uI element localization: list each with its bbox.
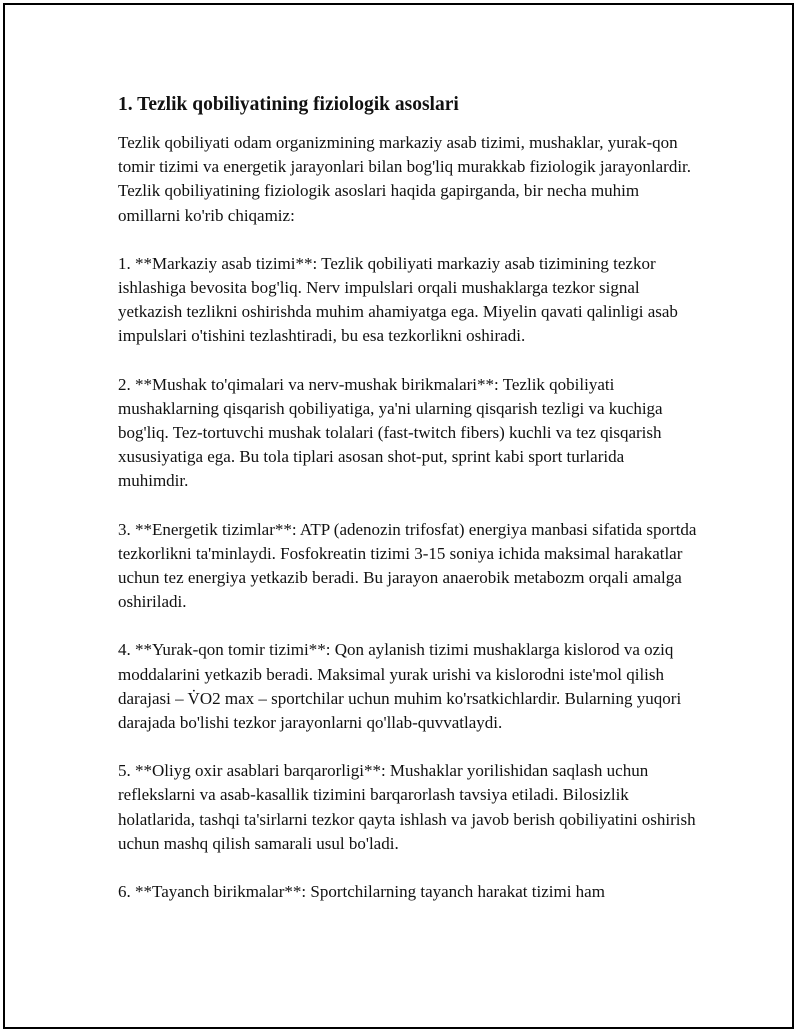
intro-paragraph: Tezlik qobiliyati odam organizmining markaziy asab tizimi, mushaklar, yurak-qon tomir tizimi va energetik jarayonlari bilan bog'liq murakkab fiziologik jarayonlardir. Tezlik qobiliyatining fiziologik asoslari haqida gapirganda, bir necha muhim omillarni ko'rib chiqamiz: — [118, 133, 692, 225]
paragraph-support-joints: 6. **Tayanch birikmalar**: Sportchilarning tayanch harakat tizimi ham — [118, 882, 605, 902]
section-heading: 1. Tezlik qobiliyatining fiziologik asoslari — [118, 94, 459, 115]
paragraph-central-nervous-system: 1. **Markaziy asab tizimi**: Tezlik qobiliyati markaziy asab tizimining tezkor ishlashiga bevosita bog'liq. Nerv impulslari orqali mushaklarga tezkor signal yetkazish tezlikni oshirishda muhim ahamiyatga ega. Miyelin qavati qalinligi asab impulslari o'tishini tezlashtiradi, bu esa tezkorlikni oshiradi. — [118, 253, 678, 346]
paragraph-cardiovascular-system: 4. **Yurak-qon tomir tizimi**: Qon aylanish tizimi mushaklarga kislorod va oziq moddalarini yetkazib beradi. Maksimal yurak urishi va kislorodni iste'mol qilish darajasi – V̇O2 max – sportchilar uchun muhim ko'rsatkichlardir. Bularning yuqori darajada bo'lishi tezkor jarayonlarni qo'llab-quvvatlaydi. — [118, 640, 682, 733]
document-body — [118, 92, 698, 928]
paragraph-nerve-stability: 5. **Oliyg oxir asablari barqarorligi**: Mushaklar yorilishidan saqlash uchun reflekslarni va asab-kasallik tizimini barqarorlash tavsiya etiladi. Bilosizlik holatlarida, tashqi ta'sirlarni tezkor qayta ishlash va javob berish qobiliyatini oshirish uchun mashq qilish samarali usul bo'ladi. — [118, 761, 696, 853]
paragraph-muscle-tissue: 2. **Mushak to'qimalari va nerv-mushak birikmalari**: Tezlik qobiliyati mushaklarning qisqarish qobiliyatiga, ya'ni ularning qisqarish tezligi va kuchiga bog'liq. Tez-tortuvchi mushak tolalari (fast-twitch fibers) kuchli va tez qisqarish xususiyatiga ega. Bu tola tiplari asosan shot-put, sprint kabi sport turlarida muhimdir. — [118, 374, 663, 491]
paragraph-energy-systems: 3. **Energetik tizimlar**: ATP (adenozin trifosfat) energiya manbasi sifatida sportda tezkorlikni ta'minlaydi. Fosfokreatin tizimi 3-15 soniya ichida maksimal harakatlar uchun tez energiya yetkazib beradi. Bu jarayon anaerobik metabozm orqali amalga oshiriladi. — [118, 519, 697, 612]
